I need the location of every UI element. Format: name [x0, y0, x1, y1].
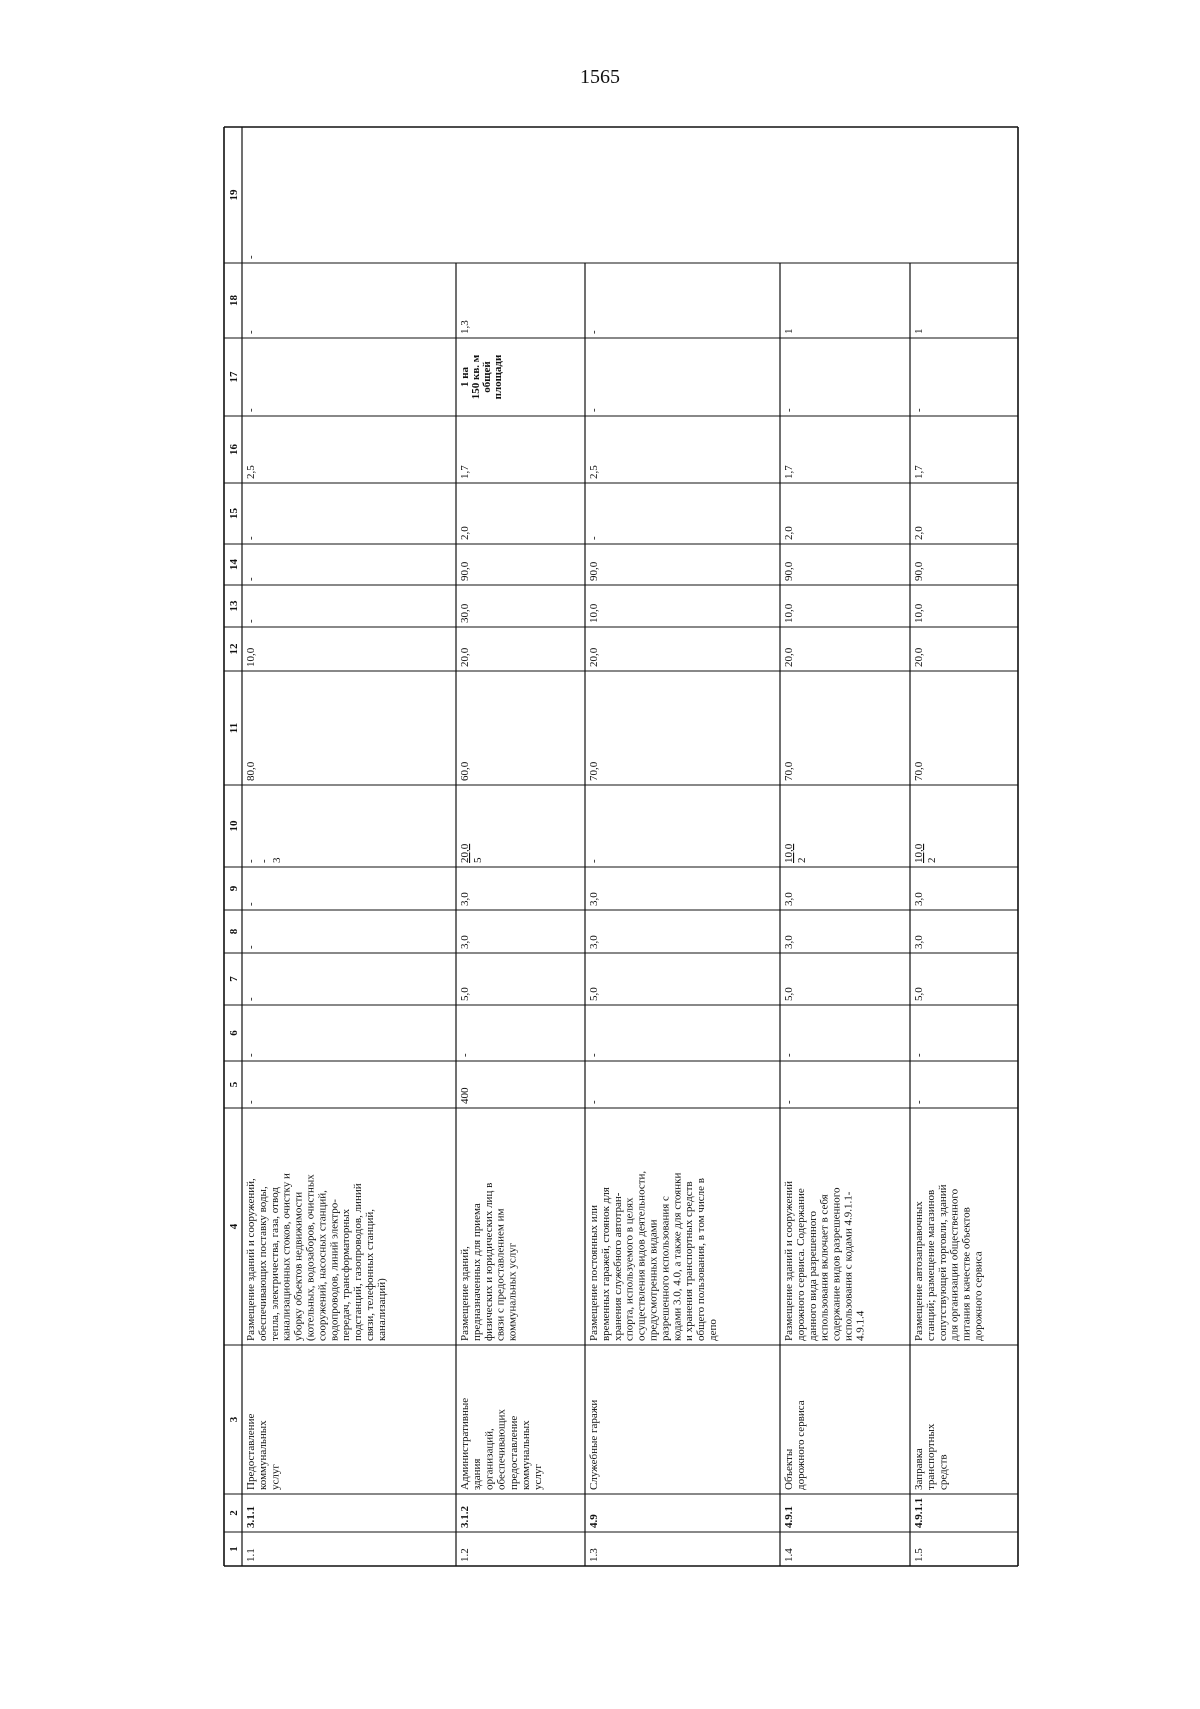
cell-description: Размещение зданий, [459, 1246, 471, 1341]
cell-c16: 1,7 [783, 465, 795, 479]
column-header: 13 [228, 600, 240, 612]
column-header: 7 [228, 976, 240, 982]
cell-c1: 1.2 [459, 1548, 471, 1562]
cell-c13: 10,0 [588, 603, 600, 623]
page-number: 1565 [580, 66, 620, 88]
column-header: 14 [228, 559, 240, 570]
cell-c2: 3.1.1 [245, 1506, 257, 1528]
cell-description: 4.9.1.4 [854, 1310, 867, 1341]
cell-c9: 3,0 [783, 892, 795, 906]
cell-description: уборку объектов недвижимости [292, 1191, 305, 1341]
column-header: 6 [228, 1030, 240, 1036]
cell-c11: 70,0 [783, 761, 795, 781]
cell-description: осуществления видов деятельности, [635, 1170, 648, 1341]
cell-land-use-name: Административные [459, 1397, 471, 1490]
cell-c1: 1.4 [783, 1548, 795, 1562]
cell-c13: - [245, 619, 257, 623]
cell-land-use-name: Предоставление [245, 1413, 257, 1490]
cell-c16: 1,7 [459, 465, 471, 479]
cell-description: дорожного сервиса. Содержание [794, 1188, 807, 1341]
cell-c12: 10,0 [245, 647, 257, 667]
cell-land-use-name: Заправка [913, 1448, 925, 1490]
cell-c15: 2,0 [783, 526, 795, 540]
cell-c8: 3,0 [459, 935, 471, 949]
cell-c2: 4.9.1 [783, 1506, 795, 1528]
cell-c17: - [245, 408, 257, 412]
cell-c18: 1 [783, 328, 795, 334]
cell-c2: 4.9.1.1 [913, 1497, 925, 1528]
cell-c5: - [588, 1100, 600, 1104]
cell-c13: 30,0 [459, 603, 471, 623]
column-header: 5 [228, 1081, 240, 1088]
cell-description: Размещение зданий и сооружений [783, 1180, 795, 1341]
column-header: 8 [228, 928, 240, 935]
cell-c2: 4.9 [588, 1514, 600, 1528]
cell-c1: 1.1 [245, 1548, 257, 1562]
cell-c9: 3,0 [588, 892, 600, 906]
cell-c12: 20,0 [913, 647, 925, 667]
cell-c8: 3,0 [913, 935, 925, 949]
cell-c11: 70,0 [913, 761, 925, 781]
cell-c14: 90,0 [459, 561, 471, 581]
cell-c11: 80,0 [245, 761, 257, 781]
cell-c15: 2,0 [913, 526, 925, 540]
cell-description: Размещение автозаправочных [913, 1201, 925, 1341]
cell-c12: 20,0 [459, 647, 471, 667]
cell-description: обеспечивающих поставку воды, [256, 1186, 269, 1341]
cell-c18: 1,3 [459, 320, 471, 334]
cell-c14: 90,0 [783, 561, 795, 581]
cell-c16: 1,7 [913, 465, 925, 479]
column-header: 16 [228, 444, 240, 455]
cell-description: для организации общественного [948, 1188, 961, 1341]
cell-c17: 150 кв. м [470, 354, 482, 400]
cell-c17: - [783, 408, 795, 412]
cell-land-use-name: предоставление [507, 1415, 520, 1490]
cell-description: депо [707, 1319, 719, 1341]
column-header: 9 [228, 885, 240, 892]
cell-c6: - [913, 1053, 925, 1057]
cell-c14: - [245, 577, 257, 581]
cell-description: станций; размещение магазинов [924, 1189, 937, 1341]
cell-c14: 90,0 [588, 561, 600, 581]
cell-c15: 2,0 [459, 526, 471, 540]
cell-land-use-name: организаций, [483, 1428, 496, 1490]
column-header: 2 [228, 1510, 240, 1516]
cell-c17: общей [481, 361, 493, 393]
cell-c10: 10,0 [783, 843, 795, 863]
cell-c10: - [588, 859, 600, 863]
cell-description: Размещение зданий и сооружений, [245, 1178, 257, 1341]
cell-description: и хранения транспортных средств [683, 1181, 696, 1341]
cell-c15: - [245, 536, 257, 540]
cell-c8: - [245, 945, 257, 949]
cell-description: питания в качестве объектов [960, 1207, 973, 1341]
cell-c13: 10,0 [913, 603, 925, 623]
cell-c17: - [588, 408, 600, 412]
cell-c18: - [588, 330, 600, 334]
cell-description: подстанций, газопроводов, линий [352, 1183, 365, 1341]
cell-c10: 20,0 [459, 843, 471, 863]
cell-description: сооружений, насосных станций, [316, 1190, 329, 1341]
cell-c5: - [245, 1100, 257, 1104]
cell-land-use-name: средств [937, 1454, 950, 1490]
cell-c18: 1 [913, 328, 925, 334]
cell-description: коммунальных услуг [506, 1242, 519, 1341]
cell-land-use-name: услуг [532, 1464, 545, 1490]
cell-land-use-name: коммунальных [257, 1420, 270, 1490]
cell-description: Размещение постоянных или [588, 1204, 600, 1341]
cell-c6: - [245, 1053, 257, 1057]
cell-c17: площади [492, 354, 504, 400]
cell-land-use-name: услуг [269, 1464, 282, 1490]
column-header: 15 [228, 508, 240, 519]
cell-c14: 90,0 [913, 561, 925, 581]
cell-land-use-name: Объекты [783, 1448, 795, 1490]
cell-c5: 400 [459, 1087, 471, 1104]
cell-c10: - [258, 859, 270, 863]
cell-c9: - [245, 902, 257, 906]
cell-c6: - [588, 1053, 600, 1057]
cell-description: использования с кодами 4.9.1.1- [842, 1191, 855, 1341]
column-header: 12 [228, 643, 240, 655]
cell-c8: 3,0 [588, 935, 600, 949]
column-header: 11 [228, 722, 240, 734]
column-header: 17 [228, 371, 240, 383]
cell-description: содержание видов разрешенного [830, 1187, 843, 1341]
cell-c10: 2 [926, 857, 938, 863]
cell-c7: 5,0 [459, 987, 471, 1001]
cell-description: тепла, электричества, газа, отвод [268, 1187, 281, 1341]
cell-c5: - [783, 1100, 795, 1104]
cell-description: связи с предоставлением им [494, 1208, 507, 1341]
cell-c12: 20,0 [588, 647, 600, 667]
cell-description: кодами 3.0, 4.0, а также для стоянки [671, 1172, 684, 1341]
cell-description: связи, телефонных станций, [364, 1209, 376, 1341]
cell-description: временных гаражей, стоянок для [599, 1187, 612, 1341]
cell-c1: 1.3 [588, 1548, 600, 1562]
cell-c16: 2,5 [245, 465, 257, 479]
cell-c7: 5,0 [913, 987, 925, 1001]
cell-c17: - [913, 408, 925, 412]
cell-c1: 1.5 [913, 1548, 925, 1562]
cell-c2: 3.1.2 [459, 1506, 471, 1528]
cell-land-use-name: дорожного сервиса [795, 1400, 808, 1490]
cell-c7: - [245, 997, 257, 1001]
cell-c5: - [913, 1100, 925, 1104]
cell-description: передач, трансформаторных [340, 1208, 353, 1341]
cell-c9: 3,0 [913, 892, 925, 906]
cell-c10: 5 [472, 857, 484, 863]
column-header: 3 [228, 1416, 240, 1423]
cell-c7: 5,0 [588, 987, 600, 1001]
cell-description: сопутствующей торговли, зданий [936, 1184, 949, 1341]
cell-description: (котельных, водозаборов, очистных [304, 1174, 317, 1341]
column-header: 10 [228, 820, 240, 832]
cell-c18: - [245, 330, 257, 334]
column-header: 19 [228, 189, 240, 201]
cell-c17: 1 на [459, 366, 471, 388]
cell-description: водопроводов, линий электро- [328, 1199, 341, 1341]
cell-description: канализаций) [375, 1278, 388, 1341]
cell-c10: 10,0 [913, 843, 925, 863]
cell-land-use-name: здания [471, 1458, 484, 1490]
cell-land-use-name: коммунальных [520, 1420, 532, 1490]
cell-description: физических и юридических лиц в [482, 1182, 495, 1341]
cell-c12: 20,0 [783, 647, 795, 667]
cell-c8: 3,0 [783, 935, 795, 949]
cell-description: спорта, используемого в целях [623, 1197, 636, 1341]
cell-description: хранения служебного автотран- [611, 1192, 624, 1341]
cell-c10: - [245, 859, 257, 863]
cell-description: разрешенного использования с [659, 1196, 672, 1341]
cell-land-use-name: обеспечивающих [495, 1409, 508, 1490]
column-header: 1 [228, 1546, 240, 1552]
cell-c10: 3 [271, 857, 283, 863]
column-header: 4 [228, 1223, 240, 1230]
cell-c13: 10,0 [783, 603, 795, 623]
cell-c9: 3,0 [459, 892, 471, 906]
cell-c6: - [783, 1053, 795, 1057]
cell-land-use-name: транспортных [925, 1423, 938, 1490]
cell-description: предназначенных для приема [470, 1203, 483, 1341]
cell-description: использования включает в себя [818, 1194, 831, 1341]
cell-c11: 70,0 [588, 761, 600, 781]
cell-c16: 2,5 [588, 465, 600, 479]
cell-land-use-name: Служебные гаражи [588, 1399, 600, 1490]
cell-c15: - [588, 536, 600, 540]
cell-c7: 5,0 [783, 987, 795, 1001]
cell-c6: - [459, 1053, 471, 1057]
column-header: 18 [228, 295, 240, 306]
cell-description: предусмотренных видами [647, 1219, 660, 1341]
cell-c10: 2 [796, 857, 808, 863]
cell-description: канализационных стоков, очистку и [280, 1173, 293, 1341]
cell-description: общего пользования, в том числе в [695, 1178, 708, 1341]
cell-description: дорожного сервиса [972, 1251, 985, 1341]
cell-c19: - [245, 255, 257, 259]
cell-description: данного вида разрешенного [806, 1210, 819, 1341]
cell-c11: 60,0 [459, 761, 471, 781]
